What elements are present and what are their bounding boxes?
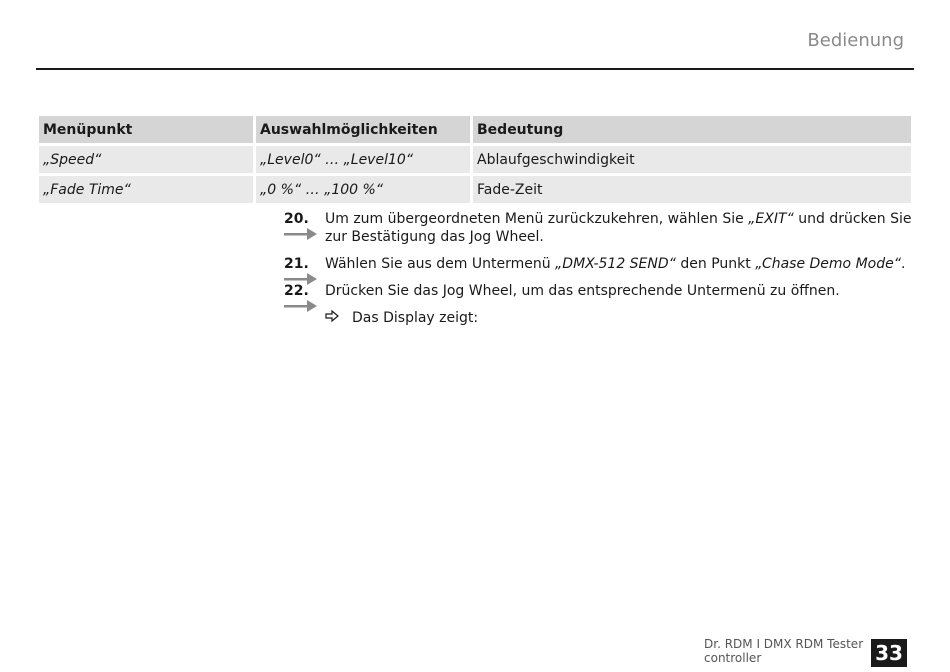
page-number: 33 bbox=[871, 639, 907, 667]
step-21 bbox=[284, 255, 914, 273]
table-cell: „Level0“ … „Level10“ bbox=[256, 146, 470, 173]
column-header-meaning: Bedeutung bbox=[473, 116, 911, 143]
footer-product-name: Dr. RDM I DMX RDM Tester controller bbox=[704, 637, 864, 665]
table-row bbox=[39, 146, 911, 173]
header-rule bbox=[36, 68, 914, 70]
menu-options-table bbox=[36, 113, 914, 206]
table-cell: Ablaufgeschwindigkeit bbox=[473, 146, 911, 173]
step-result bbox=[325, 309, 914, 327]
table-cell: „Fade Time“ bbox=[39, 176, 253, 203]
step-22 bbox=[284, 282, 914, 300]
instruction-steps bbox=[284, 210, 914, 327]
column-header-options: Auswahlmöglichkeiten bbox=[256, 116, 470, 143]
step-number: 20. bbox=[284, 211, 309, 227]
step-number: 21. bbox=[284, 256, 309, 272]
step-20 bbox=[284, 210, 914, 246]
section-title: Bedienung bbox=[807, 30, 904, 51]
table-header-row bbox=[39, 116, 911, 143]
step-arrow-icon bbox=[284, 228, 318, 240]
step-arrow-icon bbox=[284, 300, 318, 312]
column-header-menuitem: Menüpunkt bbox=[39, 116, 253, 143]
result-arrow-icon bbox=[325, 309, 352, 327]
table-cell: „0 %“ … „100 %“ bbox=[256, 176, 470, 203]
step-text: Drücken Sie das Jog Wheel, um das entsprechende Untermenü zu öffnen. bbox=[325, 283, 840, 299]
table-row bbox=[39, 176, 911, 203]
step-text: Wählen Sie aus dem Untermenü „DMX-512 SEND“ den Punkt „Chase Demo Mode“. bbox=[325, 256, 906, 272]
step-number: 22. bbox=[284, 283, 309, 299]
step-text: Um zum übergeordneten Menü zurückzukehren, wählen Sie „EXIT“ und drücken Sie zur Bestätigung das Jog Wheel. bbox=[325, 211, 912, 245]
result-text: Das Display zeigt: bbox=[352, 310, 479, 326]
table-cell: Fade-Zeit bbox=[473, 176, 911, 203]
table-cell: „Speed“ bbox=[39, 146, 253, 173]
